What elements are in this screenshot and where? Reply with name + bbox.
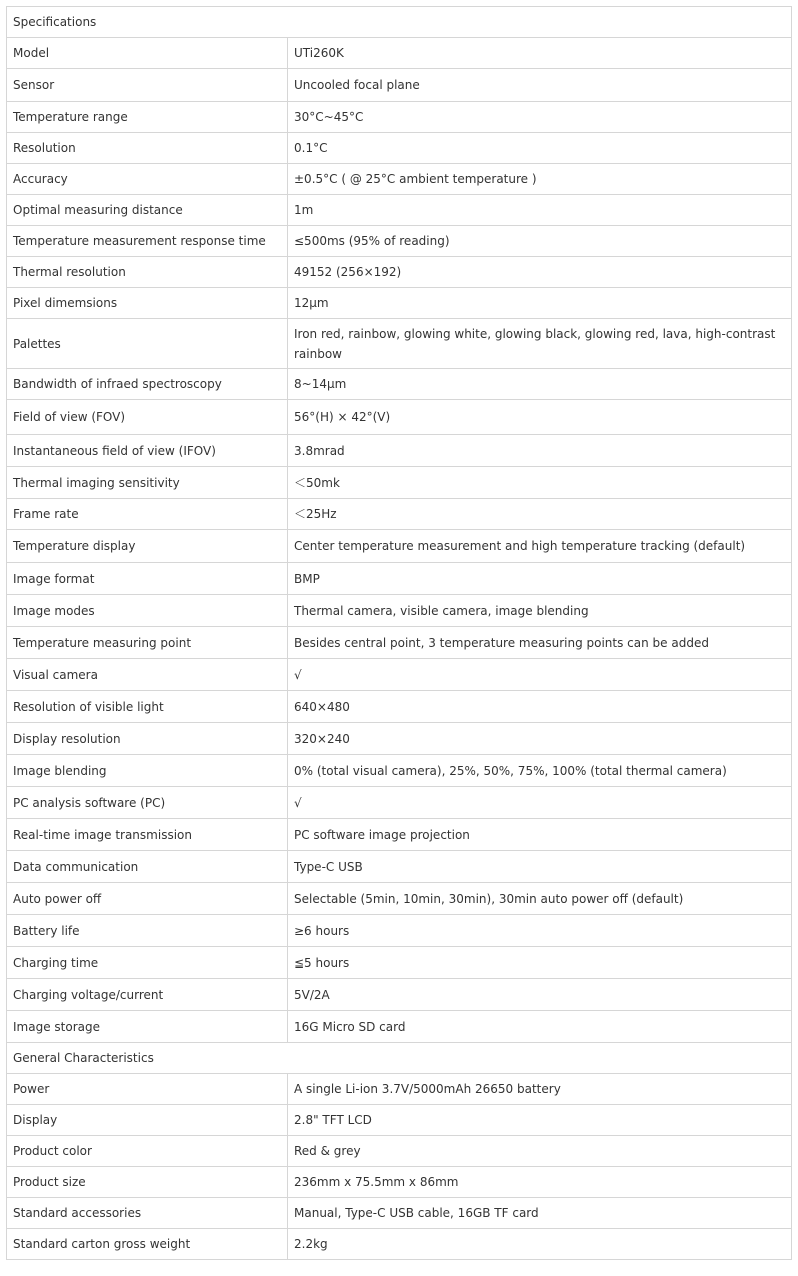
spec-row [7, 319, 792, 369]
spec-key: Product color [7, 1136, 288, 1167]
spec-value: 12μm [288, 288, 792, 319]
spec-value: PC software image projection [288, 819, 792, 851]
spec-key: Temperature display [7, 530, 288, 563]
spec-key: Resolution of visible light [7, 691, 288, 723]
section-header-row [7, 7, 792, 38]
spec-row [7, 435, 792, 467]
spec-row [7, 947, 792, 979]
spec-row [7, 595, 792, 627]
spec-value: ≤500ms (95% of reading) [288, 226, 792, 257]
spec-value: ±0.5°C ( @ 25°C ambient temperature ) [288, 164, 792, 195]
spec-value: 5V/2A [288, 979, 792, 1011]
spec-row [7, 288, 792, 319]
spec-row [7, 226, 792, 257]
spec-value: Center temperature measurement and high temperature tracking (default) [288, 530, 792, 563]
spec-value: 56°(H) × 42°(V) [288, 400, 792, 435]
spec-value: 49152 (256×192) [288, 257, 792, 288]
spec-key: Image storage [7, 1011, 288, 1043]
spec-key: Standard accessories [7, 1198, 288, 1229]
spec-value: ≦5 hours [288, 947, 792, 979]
spec-row [7, 563, 792, 595]
spec-row [7, 164, 792, 195]
spec-key: Charging time [7, 947, 288, 979]
spec-key: Display resolution [7, 723, 288, 755]
spec-value: A single Li-ion 3.7V/5000mAh 26650 battery [288, 1074, 792, 1105]
spec-row [7, 883, 792, 915]
spec-row [7, 979, 792, 1011]
spec-key: Auto power off [7, 883, 288, 915]
spec-value: Selectable (5min, 10min, 30min), 30min auto power off (default) [288, 883, 792, 915]
spec-key: Palettes [7, 319, 288, 369]
spec-key: Frame rate [7, 499, 288, 530]
spec-key: Thermal resolution [7, 257, 288, 288]
spec-value: 1m [288, 195, 792, 226]
spec-value: √ [288, 659, 792, 691]
spec-key: Power [7, 1074, 288, 1105]
spec-key: Pixel dimemsions [7, 288, 288, 319]
spec-row [7, 787, 792, 819]
spec-value: 8~14μm [288, 369, 792, 400]
spec-value: ＜25Hz [288, 499, 792, 530]
spec-row [7, 627, 792, 659]
spec-value: √ [288, 787, 792, 819]
spec-row [7, 1011, 792, 1043]
spec-row [7, 1167, 792, 1198]
section-title: General Characteristics [7, 1043, 792, 1074]
spec-key: PC analysis software (PC) [7, 787, 288, 819]
spec-key: Product size [7, 1167, 288, 1198]
spec-key: Battery life [7, 915, 288, 947]
section-header-row [7, 1043, 792, 1074]
spec-value: ≥6 hours [288, 915, 792, 947]
spec-value: 3.8mrad [288, 435, 792, 467]
spec-key: Image blending [7, 755, 288, 787]
spec-value: 0% (total visual camera), 25%, 50%, 75%, 100% (total thermal camera) [288, 755, 792, 787]
spec-row [7, 400, 792, 435]
spec-value: 236mm x 75.5mm x 86mm [288, 1167, 792, 1198]
spec-key: Thermal imaging sensitivity [7, 467, 288, 499]
spec-value: 16G Micro SD card [288, 1011, 792, 1043]
spec-row [7, 851, 792, 883]
spec-value: Red & grey [288, 1136, 792, 1167]
spec-key: Resolution [7, 133, 288, 164]
spec-table-body [7, 7, 792, 1260]
spec-row [7, 723, 792, 755]
spec-key: Sensor [7, 69, 288, 102]
spec-key: Temperature range [7, 102, 288, 133]
spec-key: Image modes [7, 595, 288, 627]
spec-row [7, 257, 792, 288]
spec-key: Bandwidth of infraed spectroscopy [7, 369, 288, 400]
spec-row [7, 755, 792, 787]
spec-row [7, 659, 792, 691]
spec-key: Image format [7, 563, 288, 595]
spec-row [7, 915, 792, 947]
spec-row [7, 819, 792, 851]
spec-row [7, 1105, 792, 1136]
spec-key: Data communication [7, 851, 288, 883]
spec-value: Iron red, rainbow, glowing white, glowing black, glowing red, lava, high-contrast rainbow [288, 319, 792, 369]
spec-row [7, 102, 792, 133]
spec-key: Standard carton gross weight [7, 1229, 288, 1260]
spec-key: Temperature measurement response time [7, 226, 288, 257]
spec-row [7, 530, 792, 563]
spec-key: Optimal measuring distance [7, 195, 288, 226]
spec-key: Visual camera [7, 659, 288, 691]
spec-value: Type-C USB [288, 851, 792, 883]
spec-value: 2.8" TFT LCD [288, 1105, 792, 1136]
spec-key: Accuracy [7, 164, 288, 195]
spec-row [7, 1229, 792, 1260]
spec-value: 30°C~45°C [288, 102, 792, 133]
spec-row [7, 369, 792, 400]
spec-key: Charging voltage/current [7, 979, 288, 1011]
spec-value: 320×240 [288, 723, 792, 755]
spec-row [7, 38, 792, 69]
spec-value: Besides central point, 3 temperature measuring points can be added [288, 627, 792, 659]
spec-value: ＜50mk [288, 467, 792, 499]
spec-value: Thermal camera, visible camera, image blending [288, 595, 792, 627]
spec-row [7, 195, 792, 226]
spec-row [7, 1136, 792, 1167]
spec-row [7, 133, 792, 164]
spec-value: BMP [288, 563, 792, 595]
spec-key: Model [7, 38, 288, 69]
spec-key: Field of view (FOV) [7, 400, 288, 435]
spec-value: 0.1°C [288, 133, 792, 164]
spec-row [7, 1198, 792, 1229]
spec-row [7, 467, 792, 499]
spec-key: Temperature measuring point [7, 627, 288, 659]
spec-key: Real-time image transmission [7, 819, 288, 851]
spec-value: Manual, Type-C USB cable, 16GB TF card [288, 1198, 792, 1229]
spec-value: 640×480 [288, 691, 792, 723]
spec-row [7, 499, 792, 530]
spec-row [7, 69, 792, 102]
spec-key: Instantaneous field of view (IFOV) [7, 435, 288, 467]
spec-row [7, 1074, 792, 1105]
spec-key: Display [7, 1105, 288, 1136]
spec-value: UTi260K [288, 38, 792, 69]
spec-row [7, 691, 792, 723]
spec-value: 2.2kg [288, 1229, 792, 1260]
spec-table [6, 6, 792, 1260]
spec-value: Uncooled focal plane [288, 69, 792, 102]
section-title: Specifications [7, 7, 792, 38]
